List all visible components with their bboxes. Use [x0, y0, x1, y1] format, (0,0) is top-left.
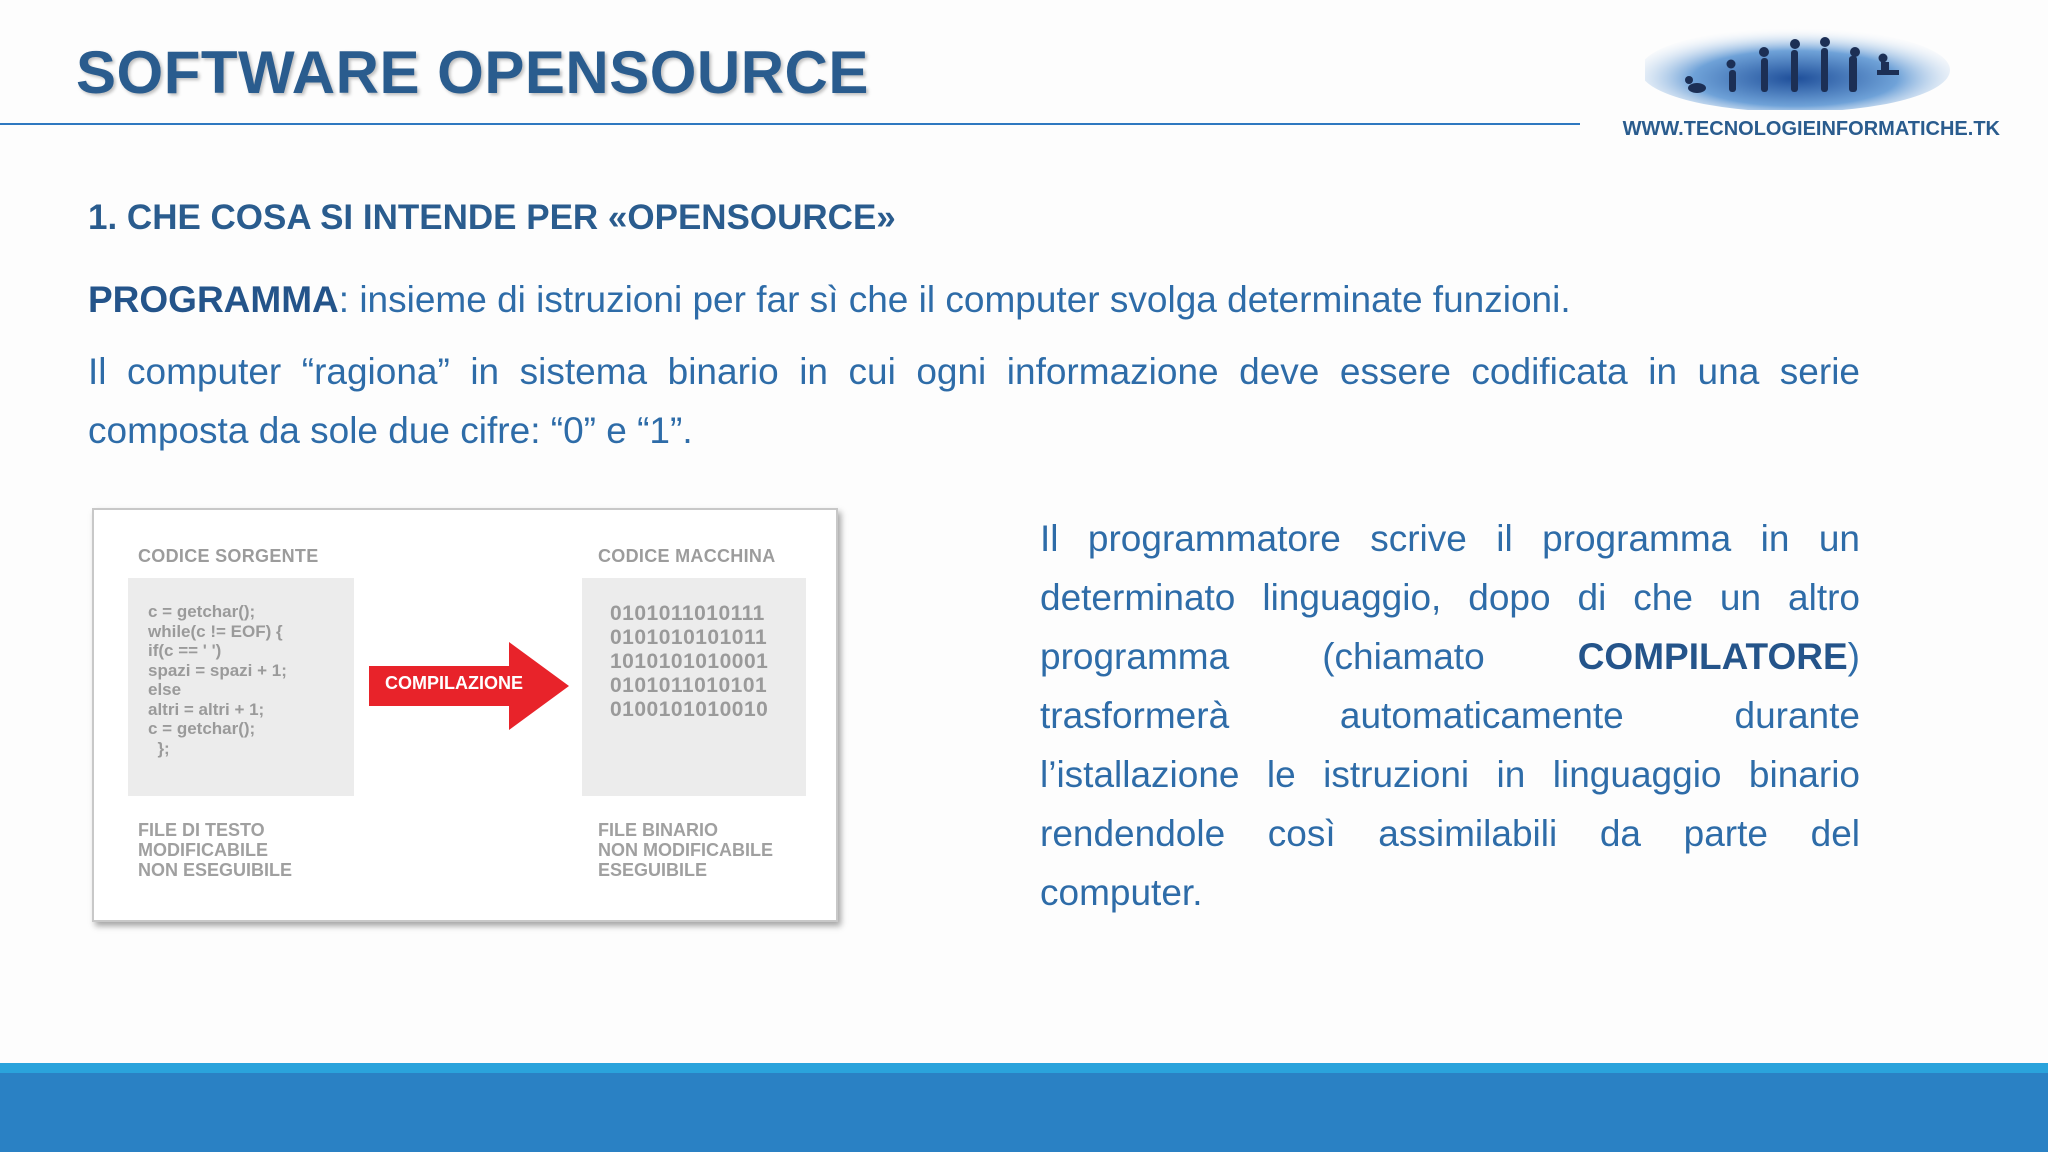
source-file-line: NON ESEGUIBILE	[138, 860, 293, 880]
compiler-term: COMPILATORE	[1577, 636, 1848, 677]
machine-code-box	[582, 578, 806, 796]
binary-file-line: FILE BINARIO	[598, 820, 718, 840]
compiler-text-before: Il programmatore scrive il programma in un determinato linguaggio, dopo di che un altro programma (chiamato	[1040, 518, 1860, 677]
program-definition-text: : insieme di istruzioni per far sì che il computer svolga determinate funzioni.	[338, 279, 1571, 320]
source-file-line: FILE DI TESTO	[138, 820, 265, 840]
source-code-line: spazi = spazi + 1;	[148, 660, 287, 680]
compiler-paragraph	[1040, 509, 1860, 922]
footer-accent-bar	[0, 1063, 2048, 1073]
binary-paragraph: Il computer “ragiona” in sistema binario in cui ogni informazione deve essere codificata in una serie composta da sole due cifre: “0” e “1”.	[88, 351, 1860, 451]
compilation-label: COMPILAZIONE	[385, 673, 523, 693]
title-divider	[0, 123, 1580, 125]
source-file-line: MODIFICABILE	[138, 840, 268, 860]
site-url: WWW.TECNOLOGIEINFORMATICHE.TK	[1622, 118, 2000, 140]
source-file-description	[138, 820, 292, 880]
source-code-line: };	[148, 738, 170, 758]
binary-code-line: 0101011010111	[610, 602, 765, 625]
program-definition	[88, 270, 1860, 329]
source-code-line: c = getchar();	[148, 602, 256, 621]
binary-code-line: 0100101010010	[610, 698, 769, 721]
source-code-box	[128, 578, 354, 796]
binary-code-line: 1010101010001	[610, 650, 769, 673]
source-code-line: while(c != EOF) {	[148, 621, 283, 641]
binary-code-line: 0101011010101	[610, 674, 768, 697]
binary-code-line: 0101010101011	[610, 626, 768, 649]
source-code-line: altri = altri + 1;	[148, 699, 265, 719]
page-title: SOFTWARE OPENSOURCE	[76, 39, 869, 106]
evolution-silhouettes-icon	[1645, 14, 1955, 110]
compilation-diagram	[92, 508, 838, 922]
source-code-line: c = getchar();	[148, 719, 256, 738]
footer-bar	[0, 1073, 2048, 1152]
program-term: PROGRAMMA	[88, 279, 339, 320]
machine-code-label: CODICE MACCHINA	[598, 546, 776, 566]
section-heading: 1. CHE COSA SI INTENDE PER «OPENSOURCE»	[88, 198, 896, 237]
source-code-label: CODICE SORGENTE	[138, 546, 319, 566]
source-code-line: if(c == ' ')	[148, 641, 222, 660]
source-code-line: else	[148, 680, 182, 699]
binary-file-description	[598, 820, 773, 880]
binary-file-line: ESEGUIBILE	[598, 860, 708, 880]
binary-file-line: NON MODIFICABILE	[598, 840, 773, 860]
compiler-text-after: ) trasformerà automaticamente durante l’istallazione le istruzioni in linguaggio binario rendendole così assimilabili da parte del computer.	[1040, 636, 1860, 913]
